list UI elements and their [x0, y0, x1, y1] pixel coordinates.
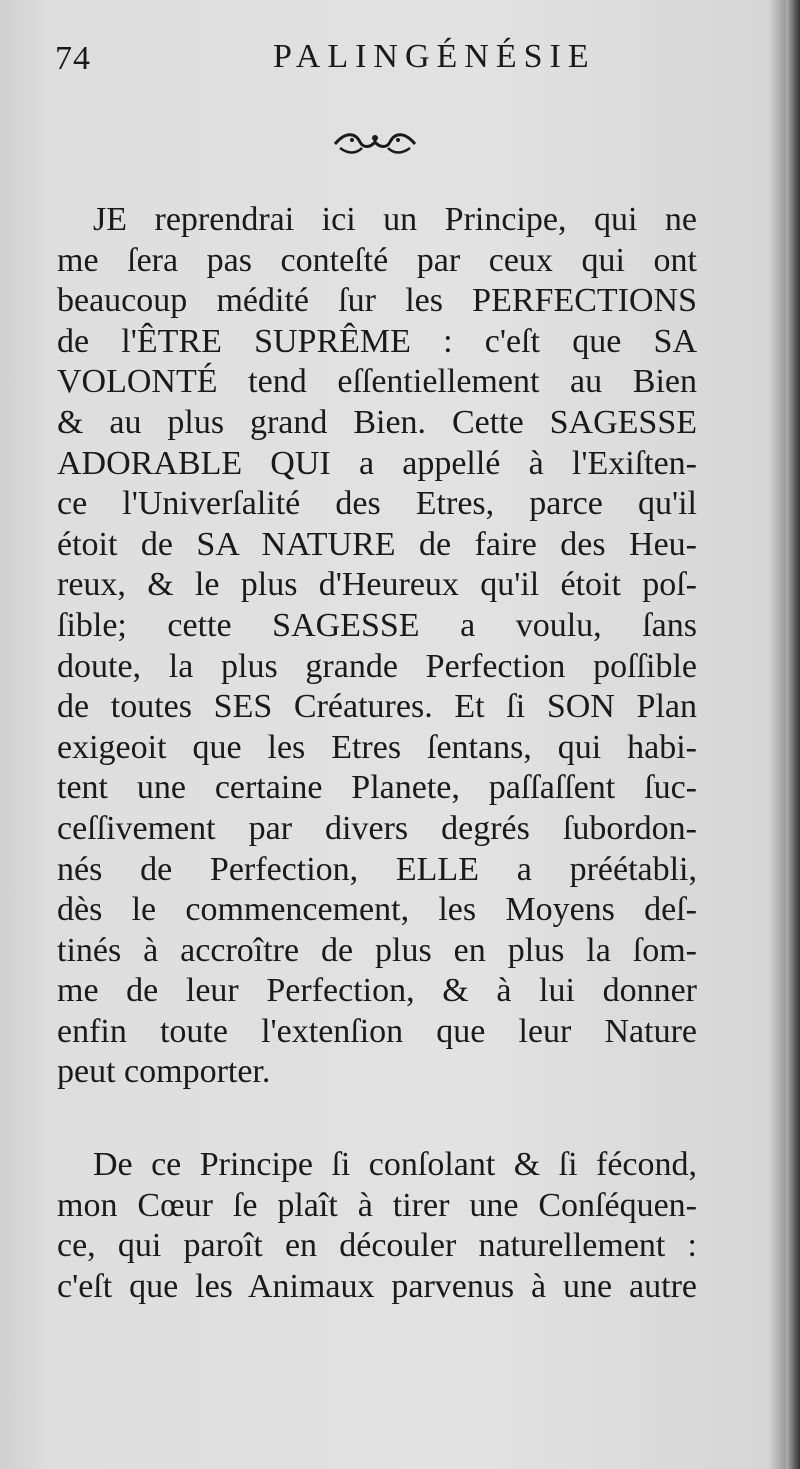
text-line: ſible; cette SAGESSE a voulu, ſans	[57, 606, 697, 644]
text-line: peut comporter.	[57, 1053, 271, 1091]
text-line: tent une certaine Planete, paſſaſſent ſuc-	[57, 769, 697, 807]
text-line: de l'ÊTRE SUPRÊME : c'eſt que SA	[57, 322, 697, 360]
page-header	[55, 30, 735, 90]
text-line: JE reprendrai ici un Principe, qui ne	[93, 201, 697, 238]
text-line: nés de Perfection, ELLE a préétabli,	[57, 850, 697, 888]
body-text	[57, 200, 697, 1307]
text-line: De ce Principe ſi conſolant & ſi fécond,	[93, 1146, 697, 1184]
text-line: & au plus grand Bien. Cette SAGESSE	[57, 403, 697, 441]
running-title: PALINGÉNÉSIE	[273, 38, 596, 75]
text-line: dès le commencement, les Moyens deſ-	[57, 891, 697, 929]
text-line: ce, qui paroît en découler naturellement :	[57, 1227, 697, 1265]
text-line: ceſſivement par divers degrés ſubordon-	[57, 809, 697, 847]
text-line: exigeoit que les Etres ſentans, qui habi-	[57, 728, 697, 766]
text-line: VOLONTÉ tend eſſentiellement au Bien	[57, 363, 697, 401]
text-line: reux, & le plus d'Heureux qu'il étoit poſ-	[57, 566, 697, 604]
text-line: doute, la plus grande Perfection poſſible	[57, 647, 697, 685]
paragraph-2	[57, 1145, 697, 1307]
page-number: 74	[55, 40, 91, 77]
text-line: me ſera pas conteſté par ceux qui ont	[57, 241, 697, 279]
text-line: tinés à accroître de plus en plus la ſom-	[57, 931, 697, 969]
text-line: mon Cœur ſe plaît à tirer une Conſéquen-	[57, 1186, 697, 1224]
text-line: ce l'Univerſalité des Etres, parce qu'il	[57, 485, 697, 523]
text-line: beaucoup médité ſur les PERFECTIONS	[57, 282, 697, 320]
paragraph-1	[57, 200, 697, 1093]
text-line: étoit de SA NATURE de faire des Heu-	[57, 525, 697, 563]
text-line: ADORABLE QUI a appellé à l'Exiſten-	[57, 444, 697, 482]
page-spine-shadow	[786, 0, 800, 1469]
text-line: c'eſt que les Animaux parvenus à une autre	[57, 1267, 697, 1305]
text-line: de toutes SES Créatures. Et ſi SON Plan	[57, 688, 697, 726]
paragraph-gap	[57, 1093, 697, 1145]
text-line: enfin toute l'extenſion que leur Nature	[57, 1012, 697, 1050]
printer-fleuron-ornament-icon	[330, 124, 420, 164]
text-line: me de leur Perfection, & à lui donner	[57, 972, 697, 1010]
